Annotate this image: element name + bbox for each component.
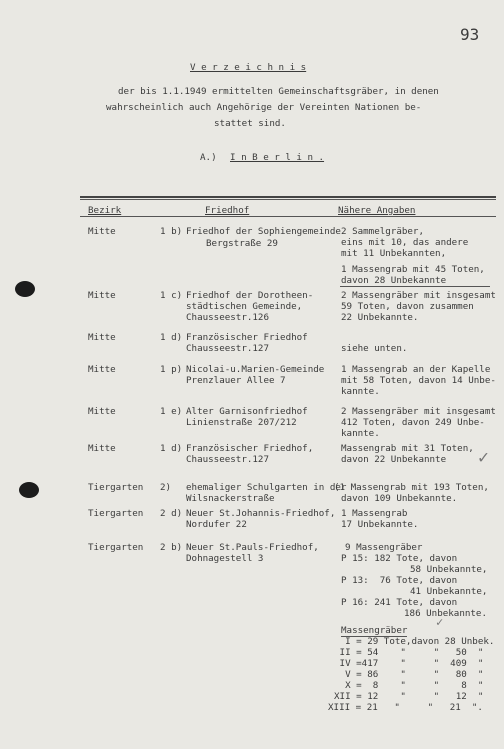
document-title: V e r z e i c h n i s [190,62,307,73]
row-cemetery: Linienstraße 207/212 [186,417,297,428]
row-details: P 13: 76 Tote, davon [341,575,458,586]
row-district: Mitte [88,226,116,237]
section-title: I n B e r l i n . [230,152,325,163]
row-number: 1 c) [160,290,183,301]
row-details: P 15: 182 Tote, davon [341,553,458,564]
row-details: siehe unten. [341,343,408,354]
row-details: 9 Massengräber [345,542,423,553]
row-details: P 16: 241 Tote, davon [341,597,458,608]
row-details: Massengrab mit 31 Toten, [341,443,474,454]
mass-grave-line: XII = 12 " " 12 " [334,691,484,702]
row-number: 1 d) [160,443,183,454]
column-header-district: Bezirk [88,205,122,216]
row-district: Tiergarten [88,482,144,493]
check-mark-icon: ✓ [436,615,444,629]
row-details: 1 Massengrab mit 45 Toten, [341,264,485,275]
row-district: Mitte [88,443,116,454]
row-details: davon 22 Unbekannte [341,454,447,465]
row-cemetery: Französischer Friedhof [186,332,308,343]
row-details: 1 Massengrab an der Kapelle [341,364,491,375]
row-cemetery: Nordufer 22 [186,519,247,530]
row-number: 1 d) [160,332,183,343]
row-details: 58 Unbekannte, [410,564,488,575]
row-district: Mitte [88,364,116,375]
row-details: 22 Unbekannte. [341,312,419,323]
mass-graves-heading: Massengräber [341,625,408,636]
row-number: 2 d) [160,508,183,519]
intro-line-2: wahrscheinlich auch Angehörige der Vereinten Nationen be- [106,102,422,113]
row-cemetery: Friedhof der Sophiengemeinde [186,226,341,237]
row-number: 1 p) [160,364,183,375]
row-details: 412 Toten, davon 249 Unbe- [341,417,485,428]
header-rule-top [80,196,496,198]
section-prefix: A.) [200,152,217,163]
row-cemetery: Dohnagestell 3 [186,553,264,564]
header-rule-top-2 [80,199,496,200]
row-cemetery: Alter Garnisonfriedhof [186,406,308,417]
column-header-details: Nähere Angaben [338,205,416,216]
row-details: 2 Massengräber mit insgesamt [341,406,496,417]
row-number: 2 b) [160,542,183,553]
mass-grave-line: XIII = 21 " " 21 ". [328,702,483,713]
row-number: 1 e) [160,406,183,417]
row-details: 41 Unbekannte, [410,586,488,597]
row-district: Mitte [88,332,116,343]
mass-grave-line: IV =417 " " 409 " [334,658,484,669]
row-cemetery: Chausseestr.127 [186,343,269,354]
row-cemetery: Chausseestr.127 [186,454,269,465]
row-cemetery: Chausseestr.126 [186,312,269,323]
row-cemetery: Bergstraße 29 [206,238,278,249]
row-details: davon 109 Unbekannte. [341,493,458,504]
intro-line-3: stattet sind. [214,118,286,129]
row-details: 17 Unbekannte. [341,519,419,530]
row-cemetery: Französischer Friedhof, [186,443,314,454]
row-details: kannte. [341,428,380,439]
row-details: 2 Massengräber mit insgesamt [341,290,496,301]
intro-line-1: der bis 1.1.1949 ermittelten Gemeinschaftsgräber, in denen [118,86,439,97]
row-number: 1 b) [160,226,183,237]
row-cemetery: Prenzlauer Allee 7 [186,375,286,386]
row-district: Mitte [88,406,116,417]
punch-hole-bottom [19,482,39,498]
row-cemetery: Nicolai-u.Marien-Gemeinde [186,364,325,375]
row-district: Tiergarten [88,542,144,553]
row-cemetery: Neuer St.Pauls-Friedhof, [186,542,319,553]
row-details: mit 58 Toten, davon 14 Unbe- [341,375,496,386]
row-details: davon 28 Unbekannte [341,275,447,286]
row-details: eins mit 10, das andere [341,237,469,248]
details-rule [340,286,490,287]
check-mark-icon: ✓ [478,447,489,468]
row-details: 186 Unbekannte. [404,608,487,619]
row-details: kannte. [341,386,380,397]
row-cemetery: Friedhof der Dorotheen- [186,290,314,301]
row-cemetery: Wilsnackerstraße [186,493,275,504]
row-district: Mitte [88,290,116,301]
row-cemetery: städtischen Gemeinde, [186,301,303,312]
row-details: (1 Massengrab mit 193 Toten, [334,482,489,493]
mass-grave-line: V = 86 " " 80 " [334,669,484,680]
row-details: 59 Toten, davon zusammen [341,301,474,312]
mass-grave-line: X = 8 " " 8 " [334,680,484,691]
row-district: Tiergarten [88,508,144,519]
row-cemetery: Neuer St.Johannis-Friedhof, [186,508,336,519]
row-details: 1 Massengrab [341,508,408,519]
mass-grave-line: I = 29 Tote,davon 28 Unbek. [334,636,495,647]
page-number: 93 [460,25,480,44]
punch-hole-top [15,281,35,297]
column-header-cemetery: Friedhof [205,205,250,216]
header-rule-bottom [80,216,496,217]
row-cemetery: ehemaliger Schulgarten in der [186,482,347,493]
row-details: mit 11 Unbekannten, [341,248,447,259]
row-number: 2) [160,482,172,493]
row-details: 2 Sammelgräber, [341,226,424,237]
mass-grave-line: II = 54 " " 50 " [334,647,484,658]
